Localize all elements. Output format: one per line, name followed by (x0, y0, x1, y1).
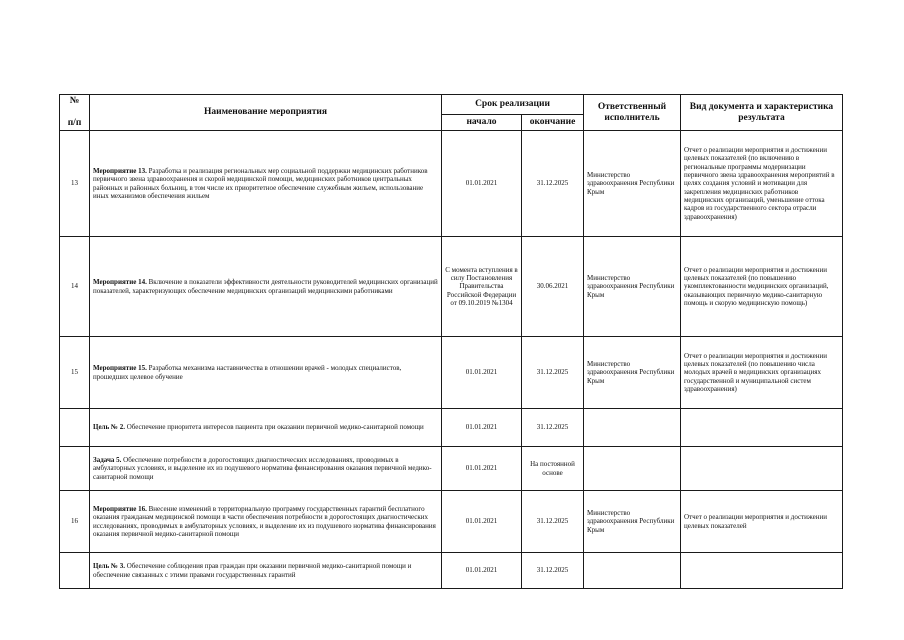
table-row (60, 553, 843, 589)
row-start: 01.01.2021 (442, 131, 522, 237)
row-result (681, 447, 843, 491)
row-responsible (584, 409, 681, 447)
header-result: Вид документа и характеристика результата (681, 95, 843, 131)
header-start: начало (442, 115, 522, 131)
row-name: Мероприятие 16. Внесение изменений в территориальную программу государственных гарантий бесплатного оказания гражданам медицинской помощи в части обеспечения потребности в дорогостоящих диагностических исследованиях, проводимых в амбулаторных условиях, и выделение их из подушевого норматива финансирования оказания первичной медико-санитарной помощи (90, 491, 442, 553)
table-row (60, 131, 843, 237)
row-result: Отчет о реализации мероприятия и достижении целевых показателей (по включению в региональные программы модернизации первичного звена здравоохранения мероприятий в целях создания условий и мотивации для закрепления медицинских работников медицинских организаций, уменьшение оттока кадров из государственного сектора отрасли здравоохранения) (681, 131, 843, 237)
table-row (60, 409, 843, 447)
row-end: 31.12.2025 (522, 491, 584, 553)
activities-table (59, 94, 843, 589)
row-number (60, 409, 90, 447)
row-start: С момента вступления в силу Постановления Правительства Российской Федерации от 09.10.2019 №1304 (442, 237, 522, 337)
row-number: 14 (60, 237, 90, 337)
row-result (681, 409, 843, 447)
row-name: Задача 5. Обеспечение потребности в дорогостоящих диагностических исследованиях, проводимых в амбулаторных условиях, и выделение их из подушевого норматива финансирования оказания первичной медико-санитарной помощи (90, 447, 442, 491)
row-end: 31.12.2025 (522, 337, 584, 409)
row-result: Отчет о реализации мероприятия и достижении целевых показателей (681, 491, 843, 553)
row-end: 31.12.2025 (522, 409, 584, 447)
row-responsible: Министерство здравоохранения Республики Крым (584, 237, 681, 337)
table-row (60, 491, 843, 553)
row-end: 30.06.2021 (522, 237, 584, 337)
table-row (60, 237, 843, 337)
row-number: 16 (60, 491, 90, 553)
header-number: № п/п (60, 95, 90, 131)
header-term: Срок реализации (442, 95, 584, 115)
header-name: Наименование мероприятия (90, 95, 442, 131)
header-responsible: Ответственный исполнитель (584, 95, 681, 131)
row-number: 13 (60, 131, 90, 237)
row-result: Отчет о реализации мероприятия и достижении целевых показателей (по повышению числа молодых врачей в медицинских организациях государственной и муниципальной систем здравоохранения) (681, 337, 843, 409)
row-number (60, 447, 90, 491)
header-row-1 (60, 95, 843, 115)
row-end: 31.12.2025 (522, 553, 584, 589)
row-result: Отчет о реализации мероприятия и достижении целевых показателей (по повышению укомплектованности медицинских организаций, оказывающих первичную медико-санитарную помощь и скорую медицинскую помощь) (681, 237, 843, 337)
row-name: Цель № 2. Обеспечение приоритета интересов пациента при оказании первичной медико-санитарной помощи (90, 409, 442, 447)
row-start: 01.01.2021 (442, 409, 522, 447)
row-start: 01.01.2021 (442, 553, 522, 589)
row-number: 15 (60, 337, 90, 409)
row-start: 01.01.2021 (442, 447, 522, 491)
row-end: На постоянной основе (522, 447, 584, 491)
row-number (60, 553, 90, 589)
table-row (60, 337, 843, 409)
row-responsible: Министерство здравоохранения Республики Крым (584, 131, 681, 237)
table-row (60, 447, 843, 491)
row-responsible: Министерство здравоохранения Республики Крым (584, 337, 681, 409)
row-name: Мероприятие 15. Разработка механизма наставничества в отношении врачей - молодых специалистов, прошедших целевое обучение (90, 337, 442, 409)
row-name: Мероприятие 14. Включение в показатели эффективности деятельности руководителей медицинских организаций показателей, характеризующих обеспечение медицинских организаций медицинскими работниками (90, 237, 442, 337)
row-result (681, 553, 843, 589)
row-responsible: Министерство здравоохранения Республики Крым (584, 491, 681, 553)
row-responsible (584, 447, 681, 491)
row-start: 01.01.2021 (442, 491, 522, 553)
row-responsible (584, 553, 681, 589)
header-end: окончание (522, 115, 584, 131)
row-name: Цель № 3. Обеспечение соблюдения прав граждан при оказании первичной медико-санитарной помощи и обеспечение связанных с этими правами государственных гарантий (90, 553, 442, 589)
row-end: 31.12.2025 (522, 131, 584, 237)
row-name: Мероприятие 13. Разработка и реализация региональных мер социальной поддержки медицинских работников первичного звена здравоохранения и скорой медицинской помощи, медицинских работников центральных районных и районных больниц, в том числе их приоритетное обеспечение служебным жильем, использование иных механизмов обеспечения жильем (90, 131, 442, 237)
row-start: 01.01.2021 (442, 337, 522, 409)
